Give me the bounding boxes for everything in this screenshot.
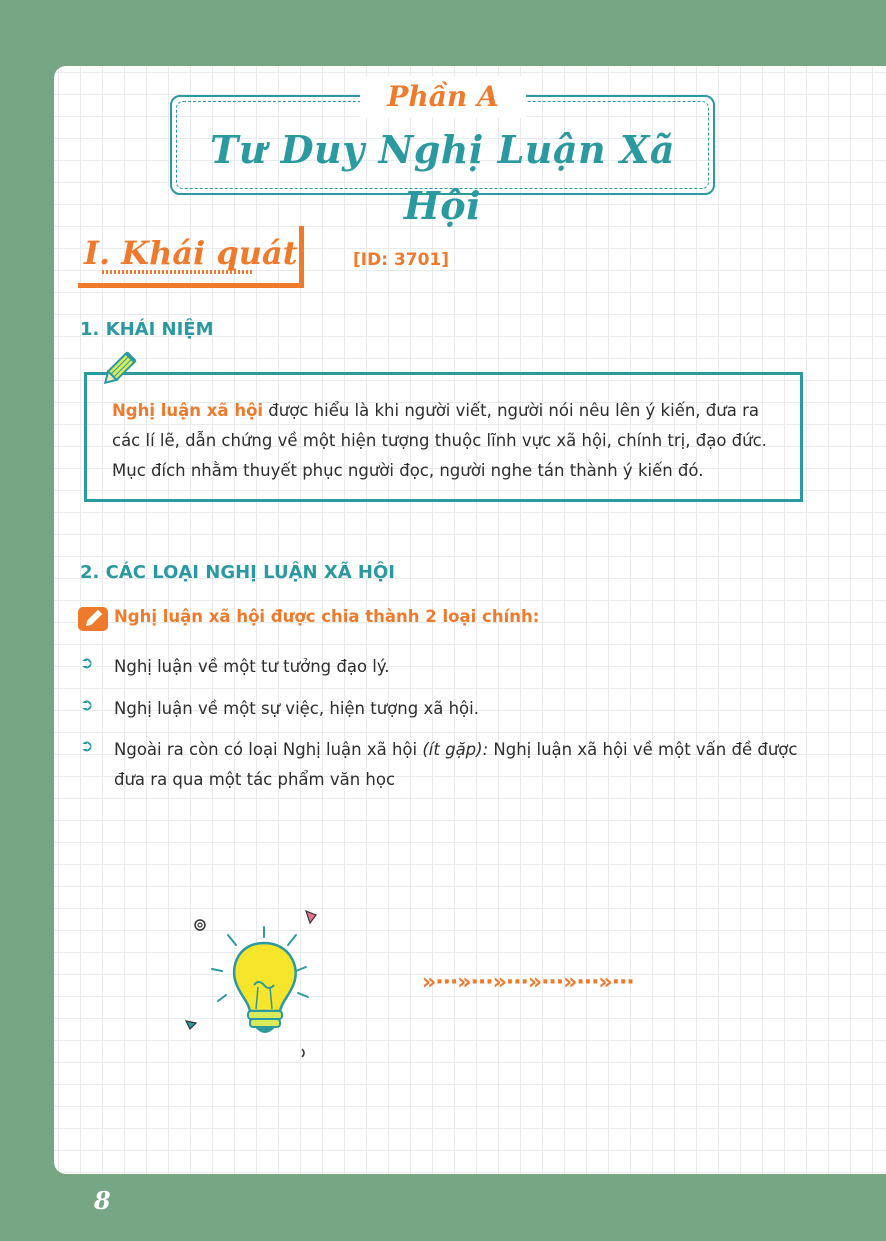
- bullet-text: [114, 735, 814, 795]
- section-title: I. Khái quát: [84, 234, 298, 272]
- arrow-bullet-icon: ➲: [80, 653, 94, 672]
- decorative-arrows: »···»···»···»···»···»···: [422, 970, 634, 995]
- page-title: Tư Duy Nghị Luận Xã Hội: [209, 127, 676, 228]
- bullet-text-part: Ngoài ra còn có loại Nghị luận xã hội: [114, 740, 423, 759]
- types-heading: 2. CÁC LOẠI NGHỊ LUẬN XÃ HỘI: [80, 562, 395, 583]
- pencil-icon: [98, 350, 138, 390]
- arrow-bullet-icon: ➲: [80, 695, 94, 714]
- bullet-text-part: Nghị luận xã hội về một vấn đề được đưa ra qua một tác phẩm văn học: [114, 740, 798, 789]
- page-number: 8: [94, 1186, 111, 1215]
- part-subtitle: Phần A: [360, 76, 526, 118]
- definition-body: được hiểu là khi người viết, người nói nêu lên ý kiến, đưa ra các lí lẽ, dẫn chứng về một hiện tượng thuộc lĩnh vực xã hội, chính trị, đạo đức. Mục đích nhằm thuyết phục người đọc, người nghe tán thành ý kiến đó.: [112, 401, 767, 480]
- definition-text: [112, 396, 784, 486]
- bullet-text: Nghị luận về một tư tưởng đạo lý.: [114, 657, 390, 676]
- lightbulb-icon: [180, 905, 330, 1065]
- bullet-text: Nghị luận về một sự việc, hiện tượng xã hội.: [114, 699, 479, 718]
- bullet-text-italic: (ít gặp):: [422, 740, 489, 759]
- section-id: [ID: 3701]: [353, 250, 450, 270]
- concept-heading: 1. KHÁI NIỆM: [80, 319, 214, 340]
- definition-term: Nghị luận xã hội: [112, 401, 264, 420]
- types-lead: Nghị luận xã hội được chia thành 2 loại chính:: [114, 607, 540, 626]
- arrow-bullet-icon: ➲: [80, 736, 94, 755]
- section-underline: [102, 270, 252, 274]
- edit-pencil-icon: [78, 607, 108, 631]
